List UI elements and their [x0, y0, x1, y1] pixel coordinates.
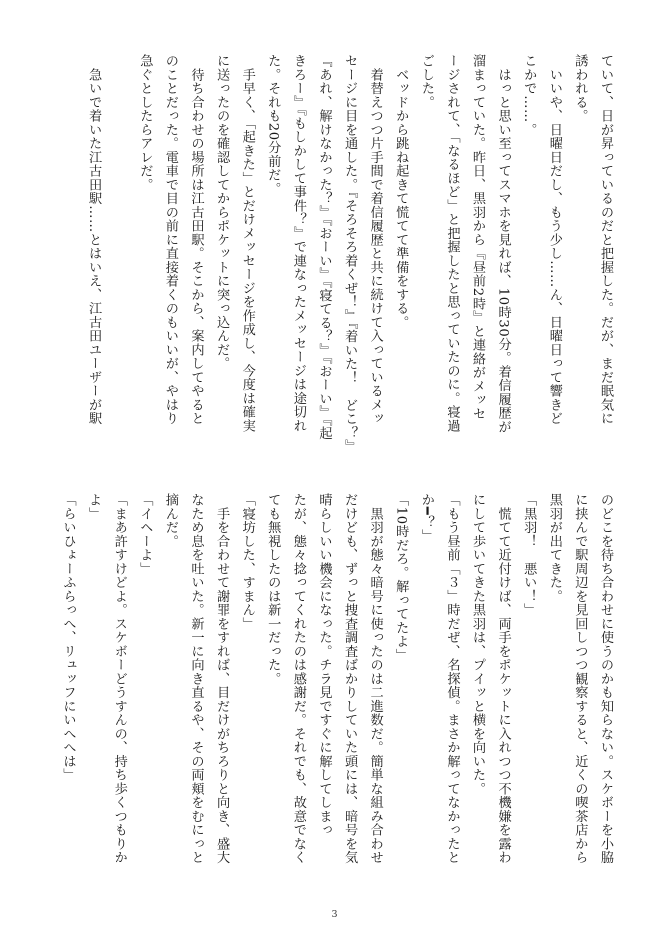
text-line: はっと思い至ってスマホを見れば、10時30分。着信履歴が	[495, 54, 511, 434]
text-line: ていて、日が昇っているのだと把握した。だが、まだ眠気に	[598, 54, 613, 426]
text-line: 『あれ、解けなかった？』『おーい』『寝てる？』『おーい』『起	[316, 54, 332, 441]
text-line: た。それも20分前だ。	[265, 54, 281, 196]
text-line: 「10時だろ。解ってたよ」	[393, 493, 409, 663]
text-line: 「黒羽！ 悪い！」	[521, 493, 537, 617]
text-line: にして歩いてきた黒羽は、プイッと横を向いた。	[470, 493, 486, 796]
text-line: のことだった。電車で目の前に直接着くのもいいが、やはり	[162, 54, 178, 426]
text-line: 溜まっていた。昨日、黒羽から『昼前2時』と連絡がメッセ	[470, 54, 486, 421]
text-line: 急ぐとしたらアレだ。	[137, 54, 153, 192]
text-line: きろー』『もしかして事件？』で連なったメッセージは途切れ	[290, 54, 306, 433]
text-line: いいや、日曜日だし、もう少し……ん、日曜日って響きど	[546, 54, 562, 426]
text-line: 「らいひょーふらっへ、リュッフにいへへは」	[60, 493, 76, 782]
text-line: か━？」	[418, 493, 434, 543]
text-line: よ」	[86, 493, 102, 521]
lower-text-block	[60, 493, 618, 885]
text-line: 晴らしいい機会になった。チラ見ですぐに解してしまっ	[316, 493, 332, 837]
text-line: 「まあ許すけどよ。スケボーどうすんの、持ち歩くつもりか	[111, 493, 127, 865]
text-line: 黒羽が出てきた。	[546, 493, 562, 603]
upper-text-block	[78, 54, 618, 454]
text-line: 「イヘーよ」	[137, 493, 153, 576]
text-line: 「寝坊した、すまん」	[239, 493, 255, 631]
text-line: セージに目を通した。『そろそろ着くぜ！』『着いた！ どこ？』	[342, 54, 358, 454]
text-line	[106, 54, 132, 446]
text-line: 「もう昼前「３」時だぜ、名探偵。まさか解ってなかったと	[444, 493, 460, 865]
text-line: 誘われる。	[572, 54, 588, 123]
text-line: に送ったのを確認してからポケットに突っ込んだ。	[214, 54, 230, 371]
text-line: のどこを待ち合わせに使うのかも知らない。スケボーを小脇	[598, 493, 613, 865]
text-line: 慌てて近付けば、両手をポケットに入れつつ不機嫌を露わ	[495, 493, 511, 865]
text-line: こかで……。	[521, 54, 537, 137]
text-line: だけども、ずっと捜査調査ばかりしていた頭には、暗号を気	[342, 493, 358, 865]
text-line: 着替えつつ片手間で着信履歴と共に続けて入っているメッ	[367, 54, 383, 426]
text-line: 手早く、「起きた」とだけメッセージを作成し、今度は確実	[239, 54, 255, 433]
text-line: なため息を吐いた。新一に向き直るや、その両頬をむにっと	[188, 493, 204, 865]
text-line: 急いで着いた江古田駅……とはいえ、江古田ユーザーが駅	[86, 54, 102, 426]
text-line: たが、態々捻ってくれたのは感謝だ。それでも、故意でなく	[290, 493, 306, 865]
text-line: 待ち合わせの場所は江古田駅。そこから、案内してやると	[188, 54, 204, 426]
text-line: 手を合わせて謝罪をすれば、目だけがちろりと向き、盛大	[214, 493, 230, 865]
text-line: ごした。	[418, 54, 434, 109]
text-line: ージされて、「なるほど」と把握したと思っていたのに。寝過	[444, 54, 460, 433]
page-number: 3	[331, 909, 338, 920]
text-line: 摘んだ。	[162, 493, 178, 548]
text-line: ベッドから跳ね起きて慌てて準備をする。	[393, 54, 409, 329]
text-line: に挟んで駅周辺を見回しつつ観察すると、近くの喫茶店から	[572, 493, 588, 865]
text-line: 黒羽が態々暗号に使ったのは二進数だ。簡単な組み合わせ	[367, 493, 383, 865]
text-line: ても無視したのは新一だった。	[265, 493, 281, 686]
